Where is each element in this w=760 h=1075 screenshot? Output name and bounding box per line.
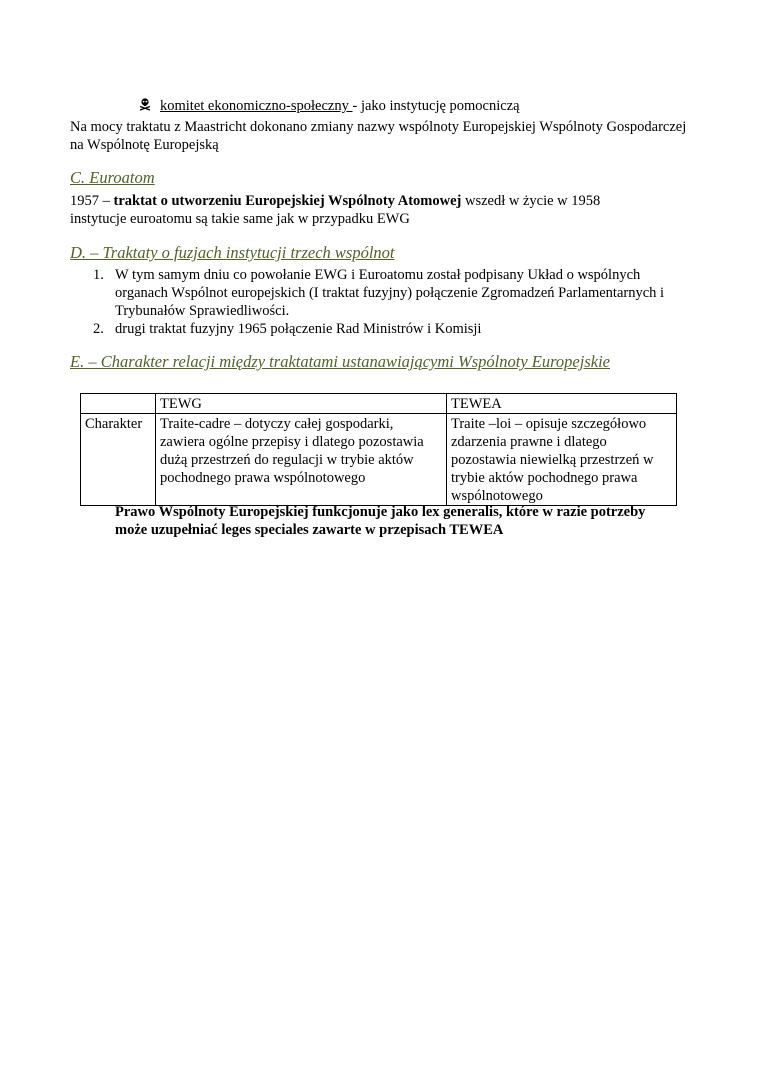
list-item — [70, 320, 690, 338]
list-item-number: 2. — [93, 321, 104, 337]
euroatom-line-1 — [70, 192, 690, 210]
table-header-cell: TEWEA — [447, 394, 677, 414]
table-header-cell — [81, 394, 156, 414]
euroatom-treaty-name: traktat o utworzeniu Europejskiej Wspólnoty Atomowej — [113, 193, 462, 209]
heading-euroatom: C. Euroatom — [70, 168, 155, 187]
heading-fusion-treaties: D. – Traktaty o fuzjach instytucji trzech wspólnot — [70, 243, 395, 262]
conclusion-text: Prawo Wspólnoty Europejskiej funkcjonuje jako lex generalis, które w razie potrzeby może uzupełniać leges speciales zawarte w przepisach TEWEA — [115, 504, 646, 538]
fusion-treaties-list — [70, 266, 690, 338]
euroatom-entry-text: wszedł w życie w 1958 — [461, 193, 601, 209]
skull-crossbones-icon — [138, 97, 152, 111]
bullet-link-text: komitet ekonomiczno-społeczny — [160, 98, 353, 114]
table-cell: Traite-cadre – dotyczy całej gospodarki, zawiera ogólne przepisy i dlatego pozostawia dużą przestrzeń do regulacji w trybie aktów pochodnego prawa wspólnotowego — [156, 414, 447, 506]
table-cell: Traite –loi – opisuje szczegółowo zdarzenia prawne i dlatego pozostawia niewielką przestrzeń w trybie aktów pochodnego prawa wspólnotowego — [447, 414, 677, 506]
list-item — [70, 266, 690, 320]
paragraph-maastricht: Na mocy traktatu z Maastricht dokonano zmiany nazwy wspólnoty Europejskiej Wspólnoty Gospodarczej na Wspólnotę Europejską — [70, 119, 687, 153]
list-item-number: 1. — [93, 267, 104, 283]
euroatom-year: 1957 – — [70, 193, 114, 209]
list-item-text: W tym samym dniu co powołanie EWG i Euroatomu został podpisany Układ o wspólnych organach Wspólnot europejskich (I traktat fuzyjny) połączenie Zgromadzeń Parlamentarnych i Trybunałów Sprawiedliwości. — [115, 267, 665, 319]
bullet-rest-text: - jako instytucję pomocniczą — [352, 98, 520, 114]
table-row — [81, 414, 677, 506]
euroatom-line-2: instytucje euroatomu są takie same jak w przypadku EWG — [70, 211, 410, 227]
heading-treaty-relations: E. – Charakter relacji między traktatami ustanawiającymi Wspólnoty Europejskie — [70, 352, 610, 371]
table-header-cell: TEWG — [156, 394, 447, 414]
bullet-item — [138, 97, 520, 115]
list-item-text: drugi traktat fuzyjny 1965 połączenie Rad Ministrów i Komisji — [115, 321, 482, 337]
paragraph-euroatom — [70, 192, 690, 228]
table-header-row — [81, 394, 677, 414]
comparison-table — [80, 393, 677, 506]
table-cell: Charakter — [81, 414, 156, 506]
